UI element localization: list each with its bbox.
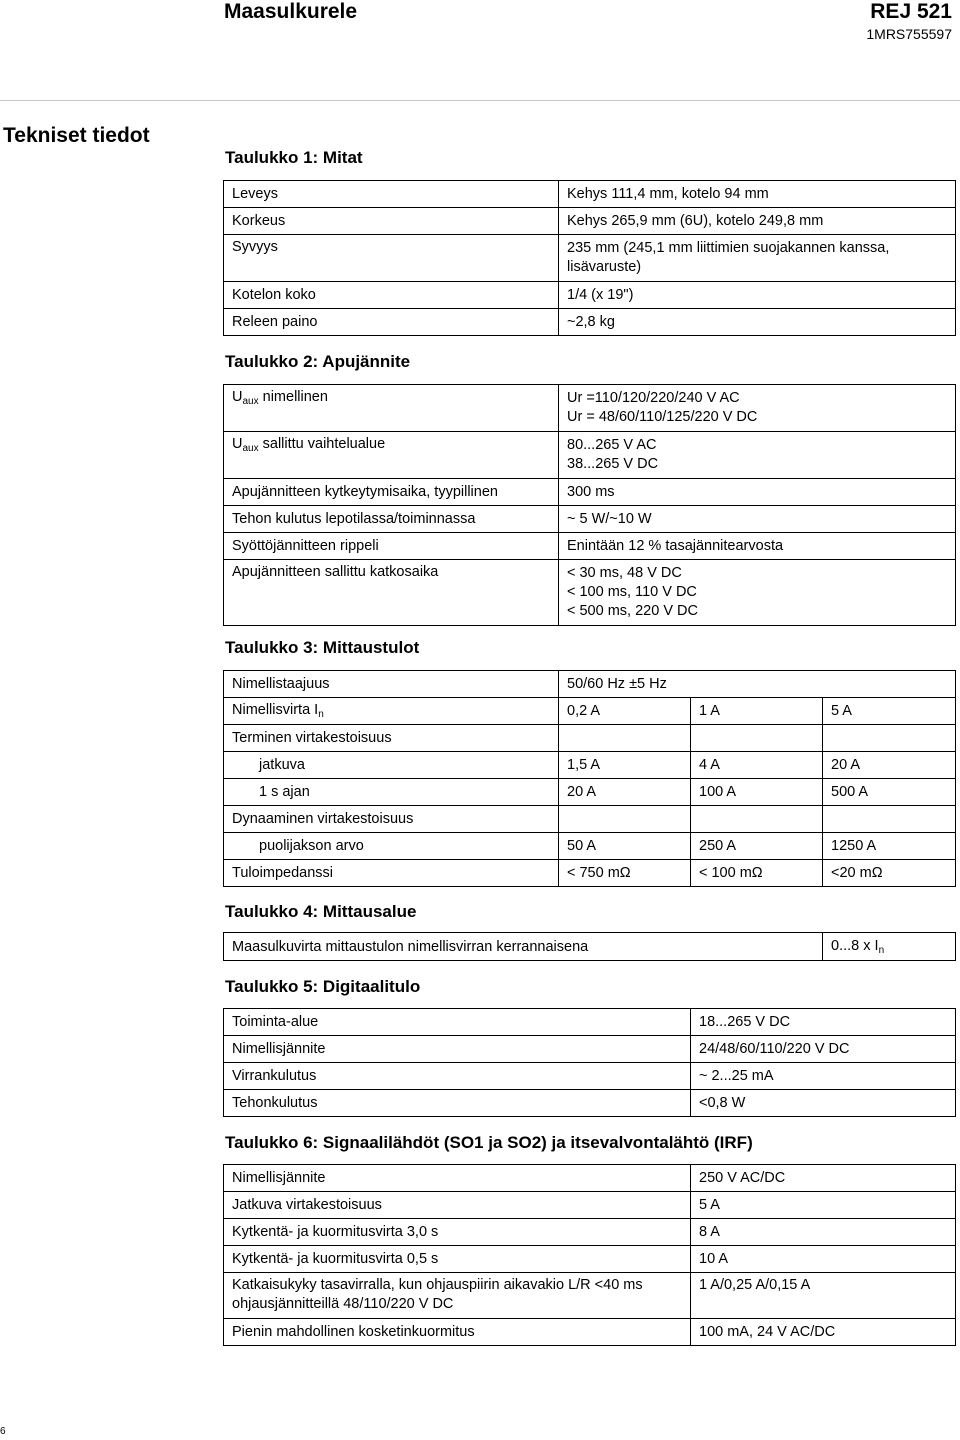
row-value: 24/48/60/110/220 V DC [691,1036,956,1063]
table-row [224,385,956,432]
row-value: 8 A [691,1219,956,1246]
table-row [224,208,956,235]
row-label: Kytkentä- ja kuormitusvirta 3,0 s [224,1219,691,1246]
row-label: Jatkuva virtakestoisuus [224,1192,691,1219]
table-row [224,282,956,309]
table5-digital-input [223,1008,956,1117]
row-value: <0,8 W [691,1090,956,1117]
table5-caption: Taulukko 5: Digitaalitulo [225,977,421,996]
row-value: 5 A [691,1192,956,1219]
table-row [224,933,956,961]
row-label: Leveys [224,181,559,208]
table1-dimensions [223,180,956,336]
table1-caption: Taulukko 1: Mitat [225,148,363,167]
row-label: $U_{aux}$ nimellinen [224,385,559,432]
section-title: Tekniset tiedot [3,124,150,147]
row-value: 10 A [691,1246,956,1273]
row-value: 250 A [691,833,823,860]
table-row [224,181,956,208]
row-value: 50/60 Hz ±5 Hz [559,671,956,698]
row-value: 100 A [691,779,823,806]
row-value: 1 A/0,25 A/0,15 A [691,1273,956,1319]
table-row [224,432,956,479]
table6-caption: Taulukko 6: Signaalilähdöt (SO1 ja SO2) ja itsevalvontalähtö (IRF) [225,1133,753,1152]
row-label: Pienin mahdollinen kosketinkuormitus [224,1319,691,1346]
row-label: $U_{aux}$ sallittu vaihtelualue [224,432,559,479]
row-label: Kotelon koko [224,282,559,309]
table-row [224,860,956,887]
row-label: Virrankulutus [224,1063,691,1090]
row-label: Terminen virtakestoisuus [224,725,559,752]
row-label: Releen paino [224,309,559,336]
row-value: <20 mΩ [823,860,956,887]
product-model: REJ 521 [870,0,952,23]
row-value: 100 mA, 24 V AC/DC [691,1319,956,1346]
row-label: Korkeus [224,208,559,235]
table2-auxiliary-voltage [223,384,956,626]
row-value: 1250 A [823,833,956,860]
row-label: Tehonkulutus [224,1090,691,1117]
table-row [224,833,956,860]
row-value: Ur =110/120/220/240 V AC Ur = 48/60/110/125/220 V DC [559,385,956,432]
row-value: 50 A [559,833,691,860]
row-label: Tuloimpedanssi [224,860,559,887]
row-value: 1,5 A [559,752,691,779]
table-row [224,806,956,833]
table4-caption: Taulukko 4: Mittausalue [225,902,417,921]
row-value: 4 A [691,752,823,779]
table3-measuring-inputs [223,670,956,887]
row-label: Dynaaminen virtakestoisuus [224,806,559,833]
table-row [224,1319,956,1346]
row-value: 20 A [559,779,691,806]
table-row [224,1246,956,1273]
row-value: < 30 ms, 48 V DC < 100 ms, 110 V DC < 500 ms, 220 V DC [559,560,956,626]
table-row [224,752,956,779]
row-label: Toiminta-alue [224,1009,691,1036]
row-label: Apujännitteen kytkeytymisaika, tyypillinen [224,479,559,506]
row-value: 20 A [823,752,956,779]
row-value: ~ 5 W/~10 W [559,506,956,533]
table-row [224,671,956,698]
table-row [224,309,956,336]
table-row [224,1192,956,1219]
row-value: 18...265 V DC [691,1009,956,1036]
document-number: 1MRS755597 [866,26,952,42]
row-value: ~2,8 kg [559,309,956,336]
table3-caption: Taulukko 3: Mittaustulot [225,638,420,657]
table-row [224,779,956,806]
row-value: 0,2 A [559,698,691,725]
table-row [224,1165,956,1192]
table6-signal-outputs [223,1164,956,1346]
header-divider [0,100,960,101]
row-label: Nimellistaajuus [224,671,559,698]
table-row [224,533,956,560]
row-value: 1 A [691,698,823,725]
row-label: Nimellisvirta $I_n$ [224,698,559,725]
table-row [224,1063,956,1090]
row-label: Syöttöjännitteen rippeli [224,533,559,560]
table-row [224,235,956,282]
row-label: Katkaisukyky tasavirralla, kun ohjauspiirin aikavakio L/R <40 ms ohjausjännitteillä 48/110/220 V DC [224,1273,691,1319]
row-label: puolijakson arvo [224,833,559,860]
row-value: < 750 mΩ [559,860,691,887]
row-value: 0...8 x $I_n$ [823,933,956,961]
table-row [224,560,956,626]
document-title: Maasulkurele [224,0,358,23]
row-value: Enintään 12 % tasajännitearvosta [559,533,956,560]
table-row [224,479,956,506]
row-value: 80...265 V AC 38...265 V DC [559,432,956,479]
row-value: 5 A [823,698,956,725]
row-label: Apujännitteen sallittu katkosaika [224,560,559,626]
table4-measuring-range [223,932,956,961]
table-row [224,698,956,725]
table-row [224,1219,956,1246]
page-number: 6 [0,1426,6,1437]
row-value: 235 mm (245,1 mm liittimien suojakannen kanssa, lisävaruste) [559,235,956,282]
row-label: Tehon kulutus lepotilassa/toiminnassa [224,506,559,533]
row-label: Maasulkuvirta mittaustulon nimellisvirran kerrannaisena [224,933,823,961]
row-label: jatkuva [224,752,559,779]
row-value: ~ 2...25 mA [691,1063,956,1090]
table-row [224,1009,956,1036]
table-row [224,1273,956,1319]
row-value: 300 ms [559,479,956,506]
table-row [224,506,956,533]
row-value: 250 V AC/DC [691,1165,956,1192]
row-label: Nimellisjännite [224,1165,691,1192]
row-value: 1/4 (x 19") [559,282,956,309]
row-value: Kehys 111,4 mm, kotelo 94 mm [559,181,956,208]
table-row [224,1036,956,1063]
row-label: Syvyys [224,235,559,282]
table2-caption: Taulukko 2: Apujännite [225,352,411,371]
row-label: 1 s ajan [224,779,559,806]
row-label: Nimellisjännite [224,1036,691,1063]
row-label: Kytkentä- ja kuormitusvirta 0,5 s [224,1246,691,1273]
table-row [224,1090,956,1117]
table-row [224,725,956,752]
row-value: < 100 mΩ [691,860,823,887]
row-value: 500 A [823,779,956,806]
row-value: Kehys 265,9 mm (6U), kotelo 249,8 mm [559,208,956,235]
